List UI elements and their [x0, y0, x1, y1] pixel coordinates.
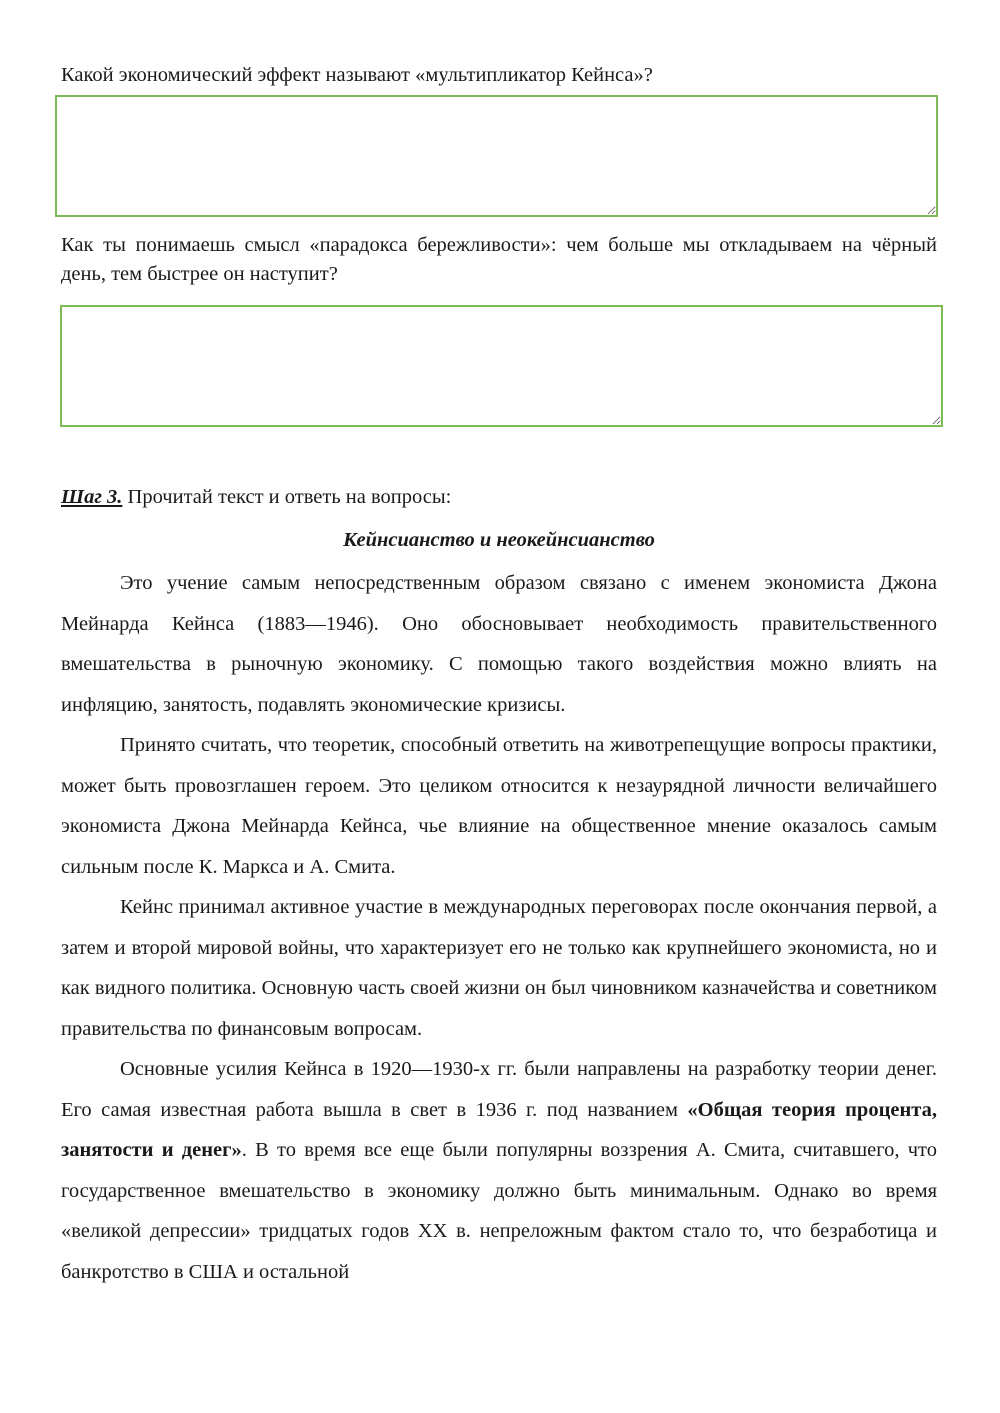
article-paragraph-3: Кейнс принимал активное участие в международных переговорах после окончания первой, а затем и второй мировой войны, что характеризует его не только как крупнейшего экономиста, но и как видного политика. Основную часть своей жизни он был чиновником казначейства и советником правительства по финансовым вопросам.	[61, 896, 937, 1040]
article-paragraph-2: Принято считать, что теоретик, способный ответить на животрепещущие вопросы практики, может быть провозглашен героем. Это целиком относится к незаурядной личности величайшего экономиста Джона Мейнарда Кейнса, чье влияние на общественное мнение оказалось самым сильным после К. Маркса и А. Смита.	[61, 734, 937, 878]
article-paragraph-1: Это учение самым непосредственным образом связано с именем экономиста Джона Мейнарда Кейнса (1883—1946). Оно обосновывает необходимость правительственного вмешательства в рыночную экономику. С помощью такого воздействия можно влиять на инфляцию, занятость, подавлять экономические кризисы.	[61, 572, 937, 716]
step-label: Шаг 3.	[61, 486, 123, 508]
paragraph-4-end: . В то время все еще были популярны воззрения А. Смита, считавшего, что государственное вмешательство в экономику должно быть минимальным. Однако во время «великой депрессии» тридцатых годов XX в. непреложным фактом стало то, что безработица и банкротство в США и остальной	[61, 1139, 937, 1283]
answer-box-2[interactable]	[60, 305, 943, 427]
answer-box-1[interactable]	[55, 95, 938, 217]
question-1: Какой экономический эффект называют «мультипликатор Кейнса»?	[61, 64, 653, 86]
question-2: Как ты понимаешь смысл «парадокса бережливости»: чем больше мы откладываем на чёрный день, тем быстрее он наступит?	[61, 234, 937, 285]
article-body	[61, 563, 937, 1292]
book-title: «Общая теория процента, занятости и денег»	[61, 1098, 937, 1161]
article-title: Кейнсианство и неокейнсианство	[343, 529, 655, 551]
paragraph-4-start: Основные усилия Кейнса в 1920—1930-х гг. были направлены на разработку теории денег. Его самая известная работа вышла в свет в 1936 г. под названием	[61, 1058, 937, 1121]
step-instruction: Прочитай текст и ответь на вопросы:	[122, 486, 452, 508]
step-heading	[61, 483, 451, 512]
article-paragraph-4	[61, 1049, 937, 1292]
